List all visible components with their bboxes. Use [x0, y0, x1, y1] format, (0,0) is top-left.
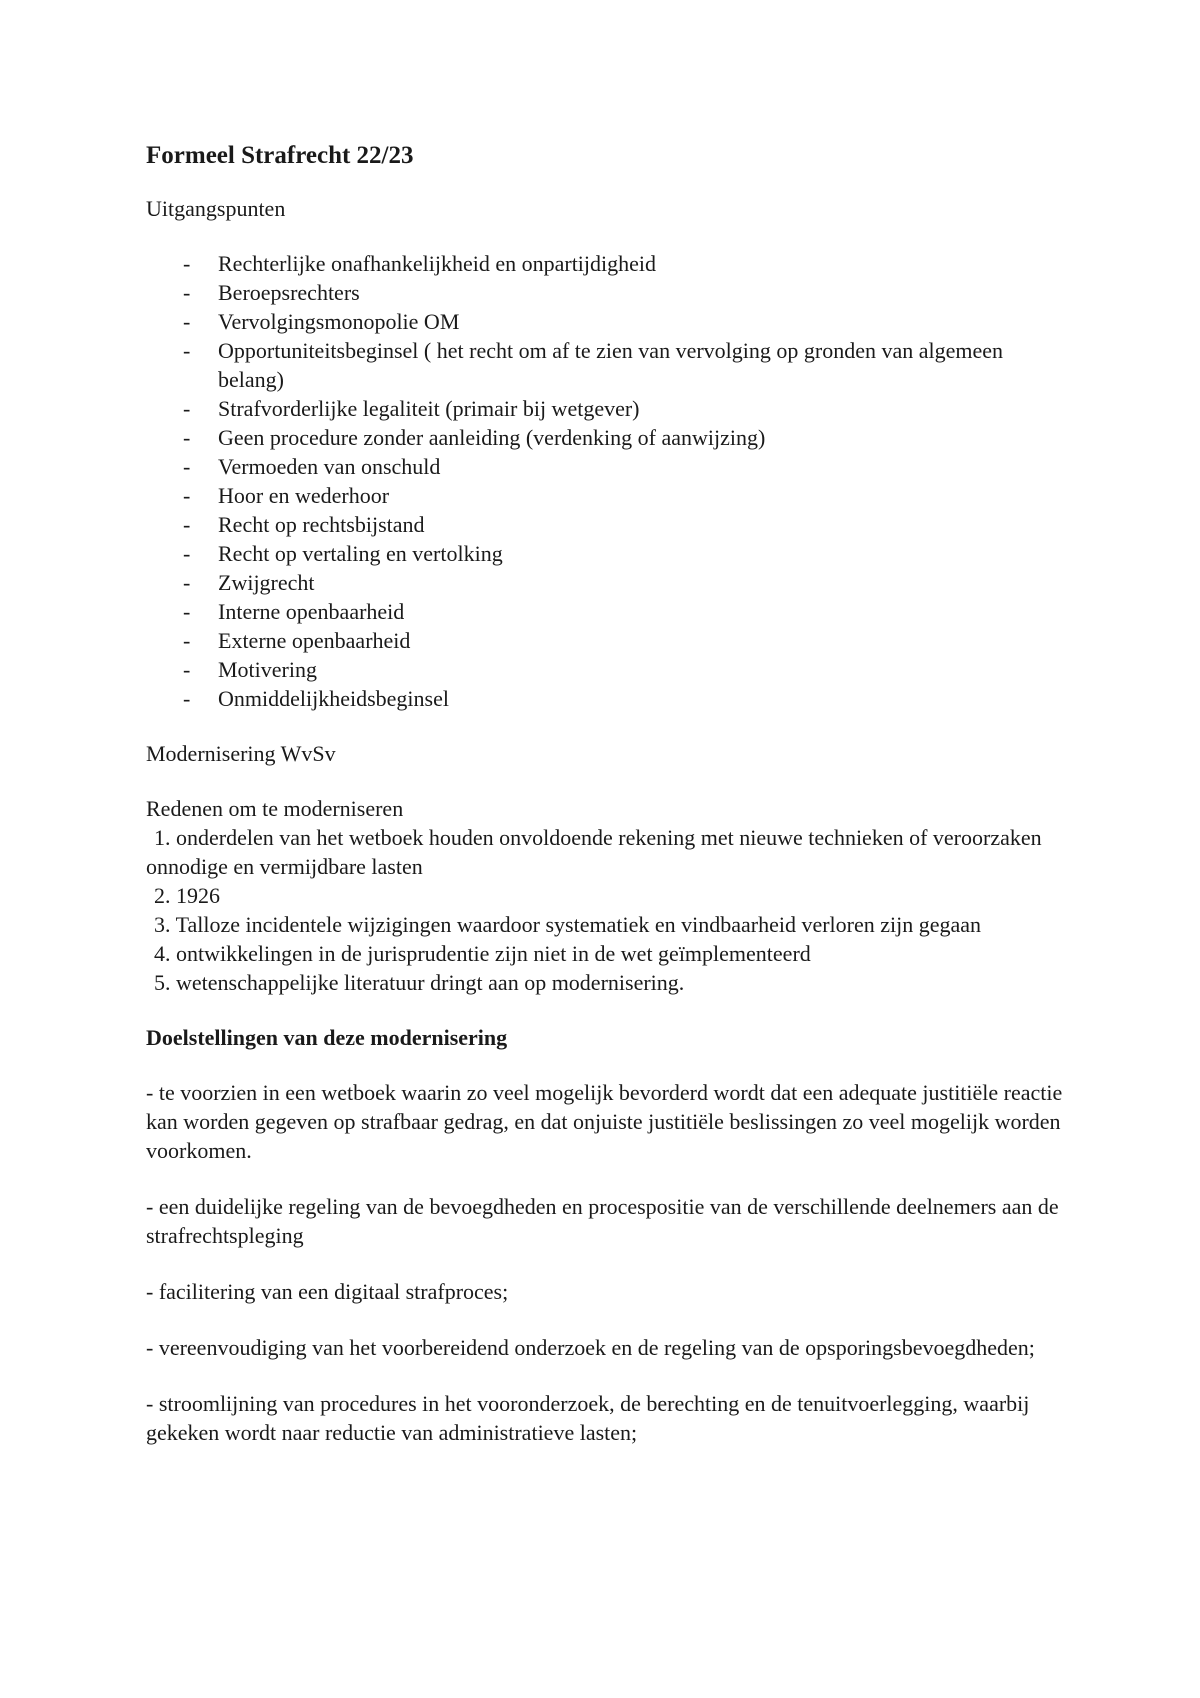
reason-number: 2.: [154, 883, 171, 908]
goal-paragraph: - stroomlijning van procedures in het vooronderzoek, de berechting en de tenuitvoerlegging, waarbij gekeken wordt naar reductie van administratieve lasten;: [146, 1391, 1030, 1445]
list-item: [146, 481, 1066, 510]
list-item: [146, 684, 1066, 713]
list-item-text: Recht op vertaling en vertolking: [218, 541, 503, 566]
bullet-dash: -: [183, 396, 191, 421]
modernisation-heading: Modernisering WvSv: [146, 741, 336, 766]
list-item-text: Interne openbaarheid: [218, 599, 405, 624]
list-item-text: Onmiddelijkheidsbeginsel: [218, 686, 449, 711]
reason-number: 3.: [154, 912, 171, 937]
list-item: [146, 278, 1066, 307]
bullet-dash: -: [183, 628, 191, 653]
bullet-dash: -: [183, 251, 191, 276]
bullet-dash: -: [183, 657, 191, 682]
reason-text: onderdelen van het wetboek houden onvoldoende rekening met nieuwe technieken of veroorzaken onnodige en vermijdbare lasten: [146, 825, 1042, 879]
goal-paragraph: - een duidelijke regeling van de bevoegdheden en procespositie van de verschillende deelnemers aan de strafrechtspleging: [146, 1194, 1059, 1248]
list-item: [146, 597, 1066, 626]
list-item-text: Rechterlijke onafhankelijkheid en onpartijdigheid: [218, 251, 657, 276]
principles-heading: Uitgangspunten: [146, 196, 286, 221]
reason-number: 5.: [154, 970, 171, 995]
list-item: [146, 249, 1066, 278]
list-item: [146, 336, 1066, 394]
list-item: [146, 394, 1066, 423]
document-title: Formeel Strafrecht 22/23: [146, 142, 414, 169]
list-item: [146, 510, 1066, 539]
list-item-text: Zwijgrecht: [218, 570, 315, 595]
reason-text: wetenschappelijke literatuur dringt aan op modernisering.: [176, 970, 685, 995]
list-item: [146, 939, 1066, 968]
goal-paragraph: - vereenvoudiging van het voorbereidend onderzoek en de regeling van de opsporingsbevoegdheden;: [146, 1335, 1035, 1360]
list-item: [146, 968, 1066, 997]
bullet-dash: -: [183, 512, 191, 537]
bullet-dash: -: [183, 686, 191, 711]
list-item-text: Vermoeden van onschuld: [218, 454, 441, 479]
bullet-dash: -: [183, 454, 191, 479]
list-item: [146, 881, 1066, 910]
reason-text: 1926: [176, 883, 220, 908]
bullet-dash: -: [183, 309, 191, 334]
bullet-dash: -: [183, 338, 191, 363]
reason-number: 4.: [154, 941, 171, 966]
list-item-text: Geen procedure zonder aanleiding (verdenking of aanwijzing): [218, 425, 766, 450]
list-item: [146, 539, 1066, 568]
list-item-text: Hoor en wederhoor: [218, 483, 390, 508]
list-item: [146, 307, 1066, 336]
bullet-dash: -: [183, 483, 191, 508]
principles-list: [146, 249, 1066, 713]
reason-number: 1.: [154, 825, 171, 850]
bullet-dash: -: [183, 280, 191, 305]
reason-text: ontwikkelingen in de jurisprudentie zijn niet in de wet geïmplementeerd: [176, 941, 811, 966]
bullet-dash: -: [183, 599, 191, 624]
list-item: [146, 655, 1066, 684]
list-item-text: Vervolgingsmonopolie OM: [218, 309, 460, 334]
reason-text: Talloze incidentele wijzigingen waardoor systematiek en vindbaarheid verloren zijn gegaan: [175, 912, 982, 937]
list-item: [146, 423, 1066, 452]
list-item-text: Externe openbaarheid: [218, 628, 411, 653]
goals-heading: Doelstellingen van deze modernisering: [146, 1025, 508, 1050]
list-item: [146, 910, 1066, 939]
list-item: [146, 452, 1066, 481]
bullet-dash: -: [183, 570, 191, 595]
list-item: [146, 626, 1066, 655]
goal-paragraph: - facilitering van een digitaal strafproces;: [146, 1279, 509, 1304]
document-page: [146, 140, 1066, 1474]
reasons-list: [146, 823, 1066, 997]
bullet-dash: -: [183, 541, 191, 566]
goal-paragraph: - te voorzien in een wetboek waarin zo veel mogelijk bevorderd wordt dat een adequate justitiële reactie kan worden gegeven op strafbaar gedrag, en dat onjuiste justitiële beslissingen zo veel mogelijk worden voorkomen.: [146, 1080, 1063, 1163]
bullet-dash: -: [183, 425, 191, 450]
list-item: [146, 568, 1066, 597]
list-item-text: Strafvorderlijke legaliteit (primair bij wetgever): [218, 396, 640, 421]
list-item-text: Recht op rechtsbijstand: [218, 512, 425, 537]
list-item: [146, 823, 1066, 881]
list-item-text: Motivering: [218, 657, 317, 682]
list-item-text: Opportuniteitsbeginsel ( het recht om af te zien van vervolging op gronden van algemeen belang): [218, 338, 1004, 392]
list-item-text: Beroepsrechters: [218, 280, 360, 305]
reasons-heading: Redenen om te moderniseren: [146, 796, 404, 821]
